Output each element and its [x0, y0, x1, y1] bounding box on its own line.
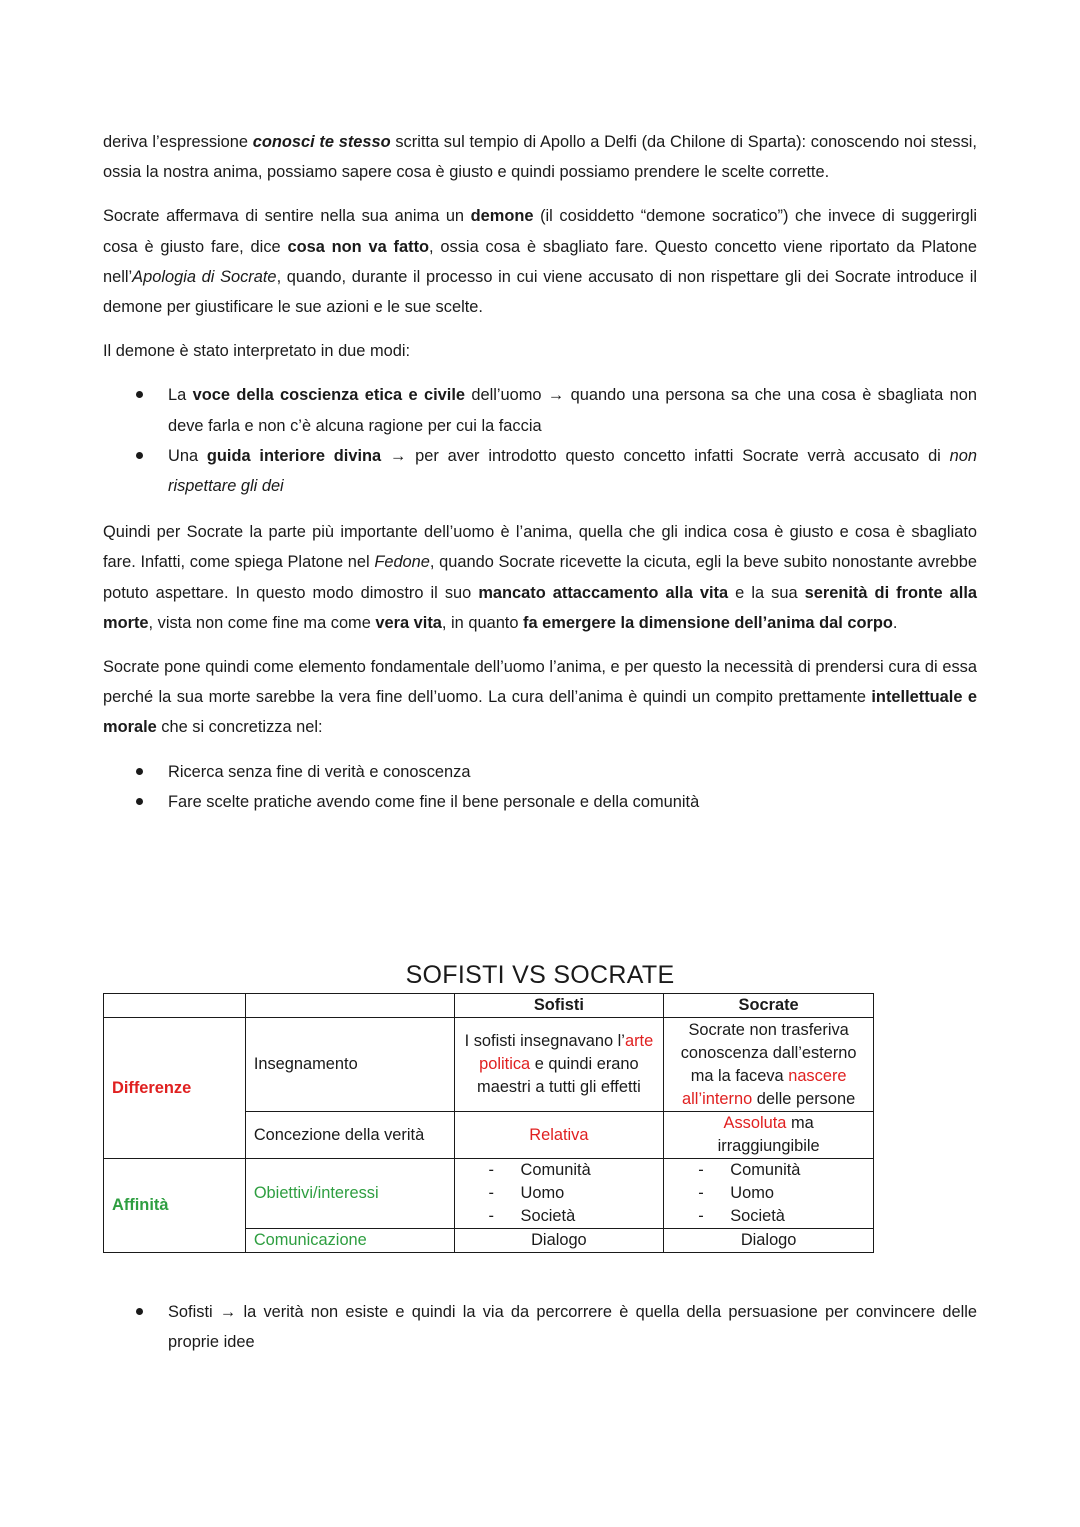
table-row: [104, 1159, 874, 1229]
list-item: Fare scelte pratiche avendo come fine il bene personale e della comunità: [103, 787, 977, 817]
bullet-list-cura-anima: [103, 757, 977, 817]
paragraph-interpretazioni-intro: Il demone è stato interpretato in due modi:: [103, 342, 411, 361]
row-label-insegnamento: Insegnamento: [245, 1018, 454, 1112]
list-item: - Uomo: [664, 1182, 873, 1205]
paragraph-demone: Socrate affermava di sentire nella sua anima un demone (il cosiddetto “demone socratico”) che invece di suggerirgli cosa è giusto fare, dice cosa non va fatto, ossia cosa è sbagliato fare. Questo concetto viene riportato da Platone nell’Apologia di Socrate, quando, durante il processo in cui viene accusato di non rispettare gli dei Socrate introduce il demone per giustificare le sue azioni e le sue scelte.: [103, 207, 977, 317]
table-row: [104, 994, 874, 1018]
dash-list: [455, 1159, 664, 1228]
dash-list: [664, 1159, 873, 1228]
list-item: Ricerca senza fine di verità e conoscenza: [103, 757, 977, 787]
list-item: - Società: [664, 1205, 873, 1228]
table-row: [104, 1018, 874, 1112]
table-header-sofisti: Sofisti: [454, 994, 664, 1018]
comparison-table: [103, 993, 874, 1253]
list-item: - Comunità: [455, 1159, 664, 1182]
cell-sofisti-comunicazione: Dialogo: [454, 1229, 664, 1253]
cell-sofisti-insegnamento: I sofisti insegnavano l’arte politica e quindi erano maestri a tutti gli effetti: [454, 1018, 664, 1112]
list-item: - Società: [455, 1205, 664, 1228]
table-cell-empty: [104, 994, 246, 1018]
bullet-list-interpretazioni: [103, 380, 977, 501]
bullet-icon: [136, 1308, 143, 1315]
paragraph-anima-fedone: Quindi per Socrate la parte più importante dell’uomo è l’anima, quella che gli indica cosa è giusto e cosa è sbagliato fare. Infatti, come spiega Platone nel Fedone, quando Socrate ricevette la cicuta, egli la beve subito nonostante avrebbe potuto aspettare. In questo modo dimostro il suo mancato attaccamento alla vita e la sua serenità di fronte alla morte, vista non come fine ma come vera vita, in quanto fa emergere la dimensione dell’anima dal corpo.: [103, 523, 977, 632]
cell-sofisti-verita: Relativa: [454, 1112, 664, 1159]
document-page: [103, 127, 977, 1352]
cell-socrate-comunicazione: Dialogo: [664, 1229, 874, 1253]
paragraph-conosci-te-stesso: deriva l’espressione conosci te stesso scritta sul tempio di Apollo a Delfi (da Chilone di Sparta): conoscendo noi stessi, ossia la nostra anima, possiamo sapere cosa è giusto e quindi possiamo prendere le scelte corrette.: [103, 133, 977, 182]
bullet-list-sofisti: [103, 1297, 977, 1357]
list-item: - Comunità: [664, 1159, 873, 1182]
cell-socrate-insegnamento: Socrate non trasferiva conoscenza dall’esterno ma la faceva nascere all’interno delle persone: [664, 1018, 874, 1112]
bullet-icon: [136, 452, 143, 459]
cell-sofisti-obiettivi: [454, 1159, 664, 1229]
list-item: La voce della coscienza etica e civile dell’uomo → quando una persona sa che una cosa è sbagliata non deve farla e non c’è alcuna ragione per cui la faccia: [103, 380, 977, 440]
cell-socrate-obiettivi: [664, 1159, 874, 1229]
row-label-comunicazione: Comunicazione: [245, 1229, 454, 1253]
list-item: - Uomo: [455, 1182, 664, 1205]
table-cell-empty: [245, 994, 454, 1018]
cell-socrate-verita: Assoluta ma irraggiungibile: [664, 1112, 874, 1159]
bullet-icon: [136, 798, 143, 805]
list-item: Sofisti → la verità non esiste e quindi la via da percorrere è quella della persuasione per convincere delle proprie idee: [103, 1297, 977, 1357]
row-label-concezione-verita: Concezione della verità: [245, 1112, 454, 1159]
bullet-icon: [136, 768, 143, 775]
after-table-section: [103, 1297, 977, 1373]
paragraph-cura-anima: Socrate pone quindi come elemento fondamentale dell’uomo l’anima, e per questo la necessità di prendersi cura di essa perché la sua morte sarebbe la vera fine dell’uomo. La cura dell’anima è quindi un compito prettamente intellettuale e morale che si concretizza nel:: [103, 658, 977, 737]
row-group-affinita: Affinità: [104, 1159, 246, 1253]
row-group-differenze: Differenze: [104, 1018, 246, 1159]
row-label-obiettivi: Obiettivi/interessi: [245, 1159, 454, 1229]
list-item: Una guida interiore divina → per aver introdotto questo concetto infatti Socrate verrà accusato di non rispettare gli dei: [103, 441, 977, 501]
table-title: SOFISTI VS SOCRATE: [405, 961, 675, 989]
bullet-icon: [136, 391, 143, 398]
table-header-socrate: Socrate: [664, 994, 874, 1018]
